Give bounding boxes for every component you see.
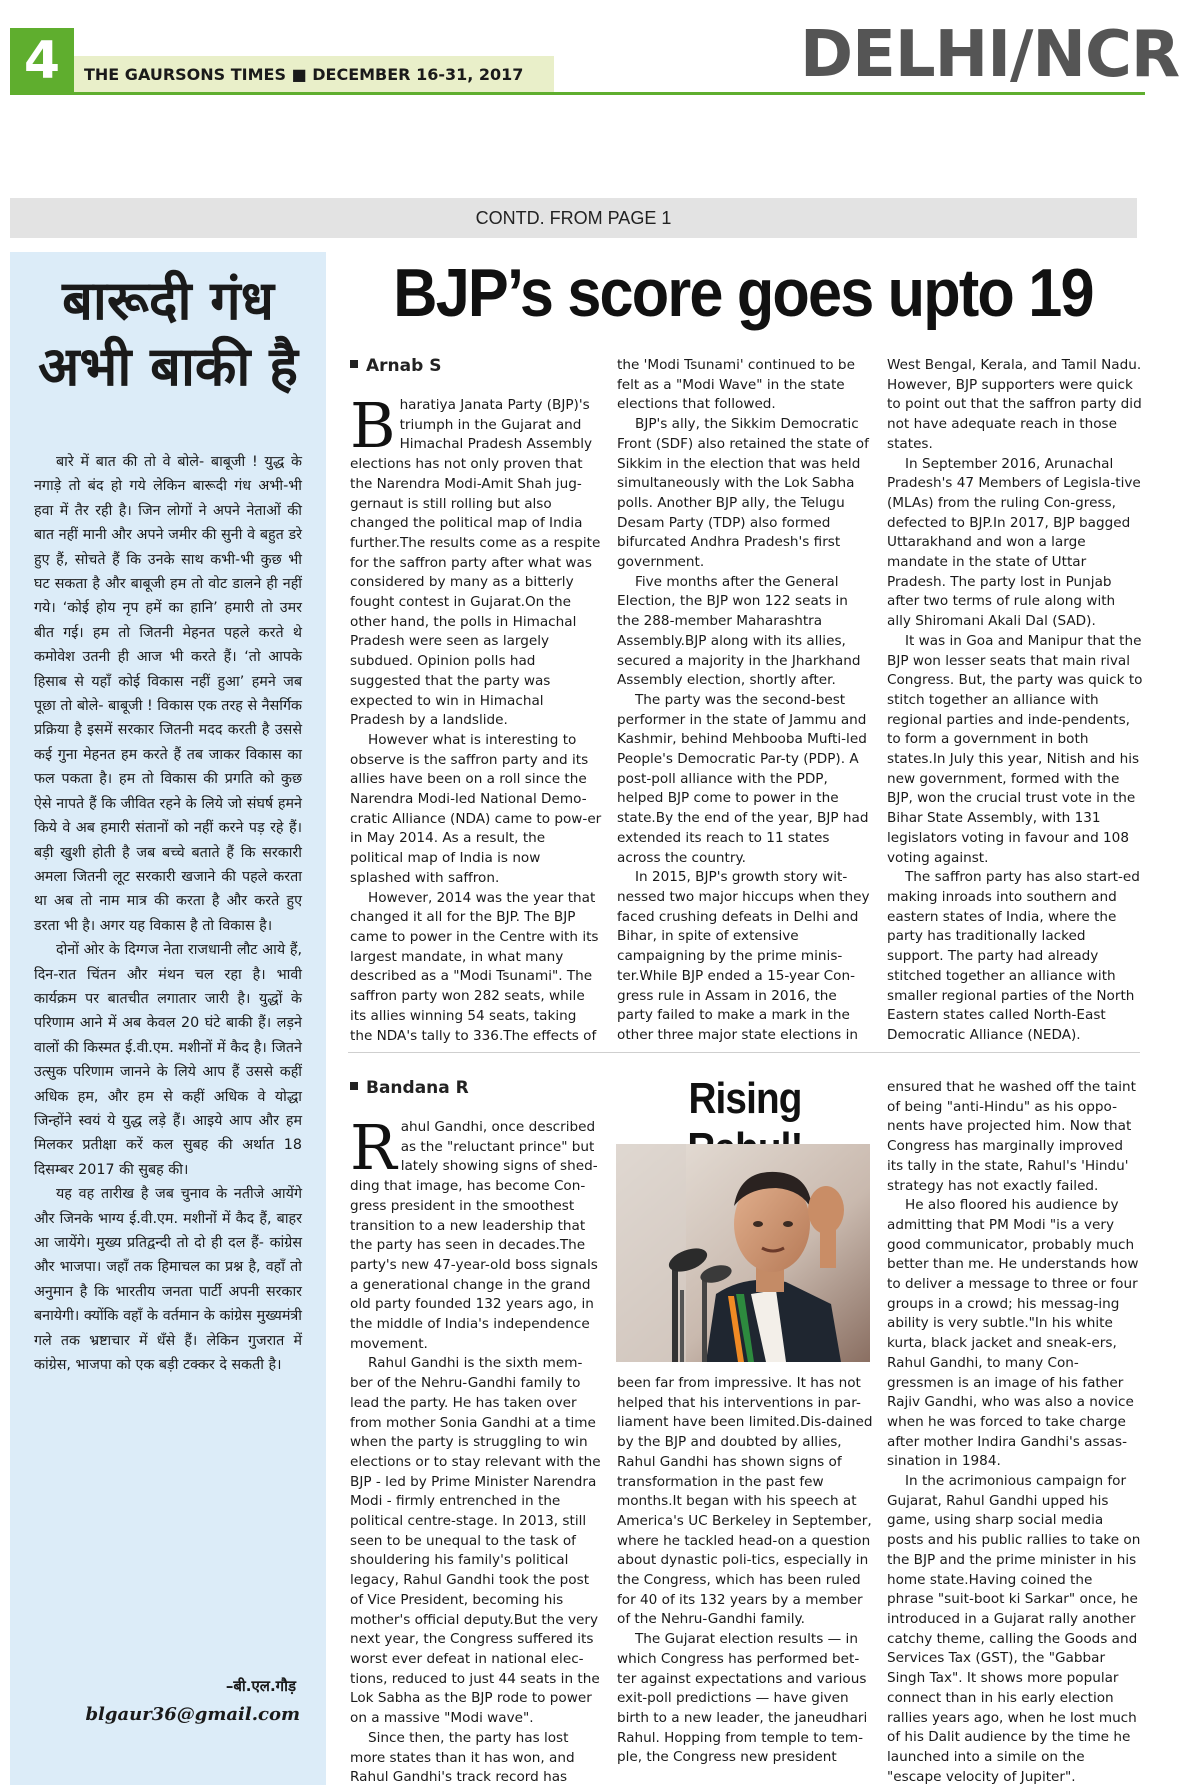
article1-paragraph: The party was the second-best performer in the state of Jammu and Kashmir, behind Mehbooba Mufti-led People's Democratic Par-ty (PDP). A post-poll alliance with the PDP, helped BJP come to power in the state.By the end of the year, BJP had extended its reach to 11 states across the country. xyxy=(617,691,869,866)
article2-col2 xyxy=(617,1374,873,1768)
article2-paragraph: In the acrimonious campaign for Gujarat, Rahul Gandhi upped his game, using sharp social media posts and his public rallies to take on the BJP and the prime minister in his home state.Having coined the phrase "suit-boot ki Sarkar" once, he introduced in a Gujarat rally another catchy theme, calling the Goods and Services Tax (GST), the "Gabbar Singh Tax". It shows more popular connect than in his early election rallies years ago, when he lost much of his Dalit audience by the time he launched into a simile on the "escape velocity of Jupiter". xyxy=(887,1473,1141,1785)
article2-paragraph: The Gujarat election results — in which Congress has performed bet-ter against expectations and various exit-poll predictions — have given birth to a new leader, the janeudhari Rahul. Hopping from temple to tem-ple, the Congress new president xyxy=(617,1631,868,1766)
hindi-paragraph: बारे में बात की तो वे बोले- बाबूजी ! युद्ध के नगाड़े तो बंद हो गये लेकिन बारूदी गंध अभी-भी हवा में तैर रही है। जिन लोगों ने अपने नेताओं की बात नहीं मानी और अपने जमीर की सुनी वे बहुत डरे हुए हैं, सोचते हैं कि उनके साथ कभी-भी कुछ भी घट सकता है और बाबूजी हम तो वोट डालने ही नहीं गये। ‘कोई होय नृप हमें का हानि’ हमारी तो उमर बीत गई। हम तो जितनी मेहनत पहले करते थे कमोवेश उतनी ही आज भी करते हैं। ‘तो आपके हिसाब से यहाँ कोई विकास नहीं हुआ’ हमने जब पूछा तो बोले- बाबूजी ! विकास एक तरह से नैसर्गिक प्रक्रिया है इसमें सरकार जितनी मदद करती है उससे कई गुना मेहनत हम करते हैं तब जाकर विकास का फल पकता है। हम तो विकास की प्रगति को कुछ ऐसे नापते हैं कि जीवित रहने के लिये जो संघर्ष हमने किये वे अब हमारी संतानों को नहीं करने पड़ रहे हैं। बड़ी खुशी होती है जब बच्चे बताते हैं कि सरकारी अमला जितनी लूट सरकारी खजाने की पहले करता था अब तो नाम मात्र की करता है और करते हुए डरता भी है। अगर यह विकास है तो विकास है। xyxy=(34,454,302,934)
hindi-title-line2: अभी बाकी है xyxy=(38,335,298,398)
article1-col2 xyxy=(617,356,873,1046)
article2-paragraph: been far from impressive. It has not helped that his interventions in par-liament have been limited.Dis-dained by the BJP and doubted by allies, Rahul Gandhi has shown signs of transformation in the past few months.It began with his speech at America's UC Berkeley in September, where he tackled head-on a question about dynastic poli-tics, especially in the Congress, which has been ruled for 40 of its 132 years by a member of the Nehru-Gandhi family. xyxy=(617,1375,873,1628)
article1-dropcap: B xyxy=(350,389,396,462)
article2-byline xyxy=(350,1078,469,1098)
article1-col3 xyxy=(887,356,1143,1046)
hindi-title-line1: बारूदी गंध xyxy=(62,269,274,332)
continued-banner: CONTD. FROM PAGE 1 xyxy=(10,198,1137,238)
article1-paragraph: It was in Goa and Manipur that the BJP won lesser seats that main rival Congress. But, the party was quick to stitch together an alliance with regional parties and inde-pendents, to form a government in both states.In July this year, Nitish and his new government, formed with the BJP, won the crucial trust vote in the Bihar State Assembly, with 131 legislators voting in favour and 108 voting against. xyxy=(887,632,1143,866)
article1-lead-text: haratiya Janata Party (BJP)'s triumph in the Gujarat and Himachal Pradesh Assembly elections has not only proven that the Narendra Modi-Amit Shah jug-gernaut is still rolling but also changed the political map of India further.The results come as a respite for the saffron party after what was considered by many as a bitterly fought contest in Gujarat.On the other hand, the polls in Himachal Pradesh were seen as largely subdued. Opinion polls had suggested that the party was expected to win in Himachal Pradesh by a landslide. xyxy=(350,397,601,729)
region-title: DELHI/NCR xyxy=(800,18,1180,92)
speaker-illustration xyxy=(616,1144,870,1362)
masthead-rule xyxy=(10,92,1145,95)
article1-paragraph: In September 2016, Arunachal Pradesh's 47 Members of Legisla-tive (MLAs) from the ruling Con-gress, defected to BJP.In 2017, BJP bagged Uttarakhand and won a large mandate in the state of Uttar Pradesh. The party lost in Punjab after two terms of rule along with ally Shiromani Akali Dal (SAD). xyxy=(887,455,1141,630)
article1-paragraph: BJP's ally, the Sikkim Democratic Front (SDF) also retained the state of Sikkim in the election that was held simultaneously with the Lok Sabha polls. Another BJP ally, the Telugu Desam Party (TDP) also formed bifurcated Andhra Pradesh's first government. xyxy=(617,416,869,571)
article1-byline xyxy=(350,356,441,376)
article2-paragraph: ensured that he washed off the taint of being "anti-Hindu" as his oppo-nents have projected him. Now that Congress has marginally improved its tally in the state, Rahul's 'Hindu' strategy has not exactly failed. xyxy=(887,1079,1136,1194)
hindi-signature: –बी.एल.गौड़ xyxy=(225,1677,296,1695)
byline-square xyxy=(350,1082,358,1090)
article1-paragraph: In 2015, BJP's growth story wit-nessed two major hiccups when they faced crushing defeats in Delhi and Bihar, in spite of extensive campaigning by the prime minis-ter.While BJP ended a 15-year Con-gress rule in Assam in 2016, the party failed to make a mark in the other three major state elections in xyxy=(617,869,870,1043)
article2-col1 xyxy=(350,1111,602,1788)
article2-col3 xyxy=(887,1078,1143,1787)
page-number: 4 xyxy=(10,28,74,94)
paper-title: THE GAURSONS TIMES ■ DECEMBER 16-31, 2017 xyxy=(84,65,524,84)
hindi-email: blgaur36@gmail.com xyxy=(85,1704,300,1725)
article1-paragraph: the 'Modi Tsunami' continued to be felt as a "Modi Wave" in the state elections that followed. xyxy=(617,357,855,413)
hindi-paragraph: दोनों ओर के दिग्गज नेता राजधानी लौट आये हैं, दिन-रात चिंतन और मंथन चल रहा है। भावी कार्यक्रम पर बातचीत लगातार जारी है। युद्धों के परिणाम आने में अब केवल 20 घंटे बाकी हैं। लड़ने वालों की किस्मत ई.वी.एम. मशीनों में कैद है। जितने उत्सुक परिणाम जानने के लिये आप हैं उससे कहीं अधिक हम, और हम से कहीं अधिक वे योद्धा जिन्होंने स्वयं ये युद्ध लड़े हैं। आइये आप और हम मिलकर प्रतीक्षा करें कल सुबह की अर्थात 18 दिसम्बर 2017 की सुबह की। xyxy=(34,942,302,1178)
hindi-paragraph: यह वह तारीख है जब चुनाव के नतीजे आयेंगे और जिनके भाग्य ई.वी.एम. मशीनों में कैद हैं, बाहर आ जायेंगे। मुख्य प्रतिद्वन्दी तो दो ही दल हैं- कांग्रेस और भाजपा। जहाँ तक हिमाचल का प्रश्न है, वहाँ तो अनुमान है कि भारतीय जनता पार्टी अपनी सरकार बनायेगी। क्योंकि वहाँ के वर्तमान के कांग्रेस मुख्यमंत्री गले तक भ्रष्टाचार में धँसे हैं। लेकिन गुजरात में कांग्रेस, भाजपा को एक बड़ी टक्कर दे सकती है। xyxy=(34,1186,302,1374)
article2-paragraph: He also floored his audience by admitting that PM Modi "is a very good communicator, probably much better than me. He understands how to deliver a message to three or four groups in a crowd; his messag-ing ability is very subtle."In his white kurta, black jacket and sneak-ers, Rahul Gandhi, to many Con-gressmen is an image of his father Rajiv Gandhi, who was also a novice when he was forced to take charge after mother Indira Gandhi's assas-sination in 1984. xyxy=(887,1197,1139,1470)
article2-headline: Rising xyxy=(688,1074,802,1123)
hindi-column-body xyxy=(34,450,302,1377)
article1-paragraph: The saffron party has also start-ed making inroads into southern and eastern states of India, where the party has traditionally lacked support. The party had already stitched together an alliance with smaller regional parties of the North Eastern states called North-East Democratic Alliance (NEDA). xyxy=(887,869,1140,1043)
rahul-gandhi-photo xyxy=(616,1144,870,1362)
article1-paragraph: West Bengal, Kerala, and Tamil Nadu. However, BJP supporters were quick to point out that the saffron party did not have adequate reach in those states. xyxy=(887,357,1142,452)
article1-headline: BJP’s score goes upto 19 xyxy=(393,255,1093,331)
article2-paragraph xyxy=(350,1111,602,1354)
hindi-column-title xyxy=(10,268,326,400)
article2-byline-name: Bandana R xyxy=(366,1078,469,1098)
article1-byline-name: Arnab S xyxy=(366,356,442,376)
article1-paragraph: However, 2014 was the year that changed it all for the BJP. The BJP came to power in the Centre with its largest mandate, in what many described as a "Modi Tsunami". The saffron party won 282 seats, while its allies winning 54 seats, taking the NDA's tally to 336.The effects of xyxy=(350,889,599,1044)
article2-lead-text: ahul Gandhi, once described as the "reluctant prince" but lately showing signs of shed-ding that image, has become Con-gress president in the smoothest transition to a new leadership that the party has seen in decades.The party's new 47-year-old boss signals a generational change in the grand old party founded 132 years ago, in the middle of India's independence movement. xyxy=(350,1119,598,1352)
byline-square xyxy=(350,360,358,368)
article-divider xyxy=(348,1052,1140,1053)
article1-paragraph: However what is interesting to observe is the saffron party and its allies have been on a roll since the Narendra Modi-led National Demo-cratic Alliance (NDA) came to pow-er in May 2014. As a result, the political map of India is now splashed with saffron. xyxy=(350,731,602,886)
article2-paragraph: Since then, the party has lost more states than it has won, and Rahul Gandhi's track record has xyxy=(350,1729,575,1786)
article1-paragraph xyxy=(350,389,602,731)
article1-paragraph: Five months after the General Election, the BJP won 122 seats in the 288-member Maharashtra Assembly.BJP along with its allies, secured a majority in the Jharkhand Assembly election, shortly after. xyxy=(617,573,861,689)
article2-paragraph: Rahul Gandhi is the sixth mem-ber of the Nehru-Gandhi family to lead the party. He has taken over from mother Sonia Gandhi at a time when the party is struggling to win elections or to stay relevant with the BJP - led by Prime Minister Narendra Modi - firmly entrenched in the political centre-stage. In 2013, still seen to be unequal to the task of shouldering his family's political legacy, Rahul Gandhi took the post of Vice President, becoming his mother's official deputy.But the very next year, the Congress suffered its worst ever defeat in national elec-tions, reduced to just 44 seats in the Lok Sabha as the BJP rode to power on a massive "Modi wave". xyxy=(350,1355,601,1727)
article1-col1 xyxy=(350,389,602,1046)
article2-dropcap: R xyxy=(350,1111,397,1184)
